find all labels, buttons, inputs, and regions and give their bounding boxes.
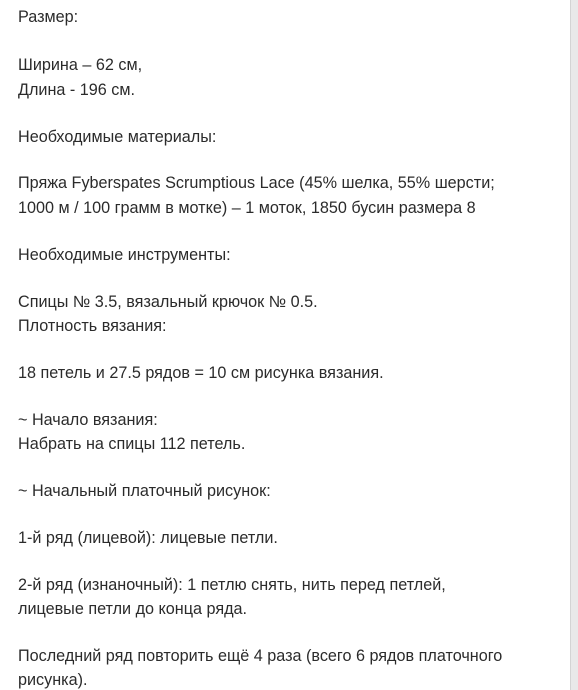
gauge-line: 18 петель и 27.5 рядов = 10 см рисунка вязания. xyxy=(18,364,384,382)
row-2-line-2: лицевые петли до конца ряда. xyxy=(18,600,248,618)
width-line: Ширина – 62 см, xyxy=(18,56,143,74)
heading-size: Размер: xyxy=(18,8,79,26)
row-1-line: 1-й ряд (лицевой): лицевые петли. xyxy=(18,529,278,547)
row-2-line-1: 2-й ряд (изнаночный): 1 петлю снять, нить перед петлей, xyxy=(18,576,446,594)
cast-on-line: Набрать на спицы 112 петель. xyxy=(18,435,246,453)
repeat-line-1: Последний ряд повторить ещё 4 раза (всего 6 рядов платочного xyxy=(18,647,503,665)
page-right-edge xyxy=(570,0,578,690)
repeat-line-2: рисунка). xyxy=(18,671,88,689)
heading-gauge: Плотность вязания: xyxy=(18,317,167,335)
yarn-line-2: 1000 м / 100 грамм в мотке) – 1 моток, 1850 бусин размера 8 xyxy=(18,199,476,217)
length-line: Длина - 196 см. xyxy=(18,81,136,99)
tools-line: Спицы № 3.5, вязальный крючок № 0.5. xyxy=(18,293,318,311)
heading-materials: Необходимые материалы: xyxy=(18,128,217,146)
yarn-line-1: Пряжа Fyberspates Scrumptious Lace (45% шелка, 55% шерсти; xyxy=(18,174,495,192)
heading-garter-pattern: ~ Начальный платочный рисунок: xyxy=(18,482,271,500)
heading-tools: Необходимые инструменты: xyxy=(18,246,231,264)
heading-cast-on: ~ Начало вязания: xyxy=(18,411,158,429)
